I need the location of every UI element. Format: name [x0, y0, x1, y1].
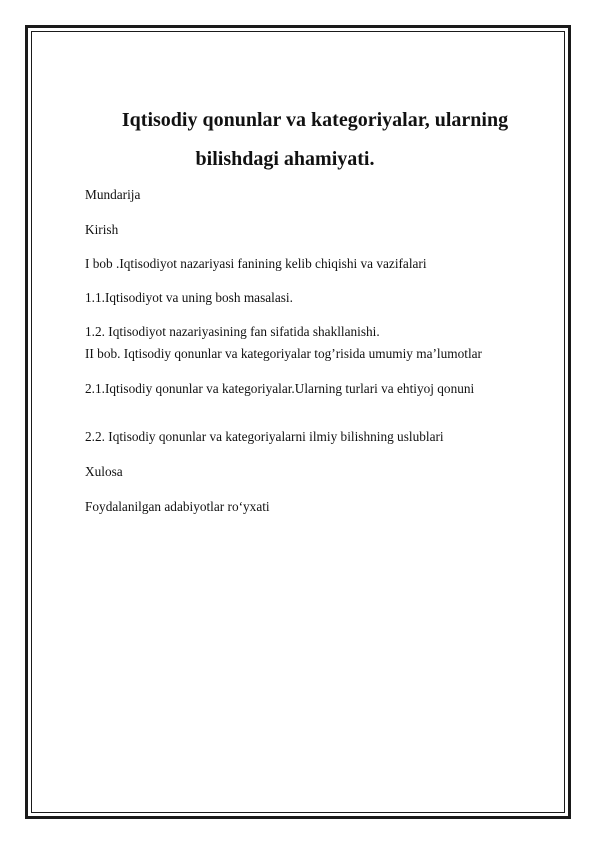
toc-item-introduction: Kirish [85, 222, 119, 237]
toc-item-section-1-2: 1.2. Iqtisodiyot nazariyasining fan sifatida shakllanishi. [85, 324, 380, 339]
document-title-line-2: bilishdagi ahamiyati. [195, 148, 375, 170]
toc-item-section-2-1: 2.1.Iqtisodiy qonunlar va kategoriyalar.Ularning turlari va ehtiyoj qonuni [85, 381, 475, 396]
toc-item-chapter-1: I bob .Iqtisodiyot nazariyasi fanining kelib chiqishi va vazifalari [85, 256, 427, 271]
toc-item-section-2-2: 2.2. Iqtisodiy qonunlar va kategoriyalarni ilmiy bilishning uslublari [85, 429, 444, 444]
toc-item-section-1-1: 1.1.Iqtisodiyot va uning bosh masalasi. [85, 290, 293, 305]
toc-heading: Mundarija [85, 187, 141, 202]
toc-item-references: Foydalanilgan adabiyotlar ro‘yxati [85, 499, 270, 514]
toc-item-conclusion: Xulosa [85, 464, 123, 479]
document-title-line-1: Iqtisodiy qonunlar va kategoriyalar, ularning [121, 109, 509, 131]
toc-item-chapter-2: II bob. Iqtisodiy qonunlar va kategoriyalar tog’risida umumiy ma’lumotlar [85, 346, 482, 361]
